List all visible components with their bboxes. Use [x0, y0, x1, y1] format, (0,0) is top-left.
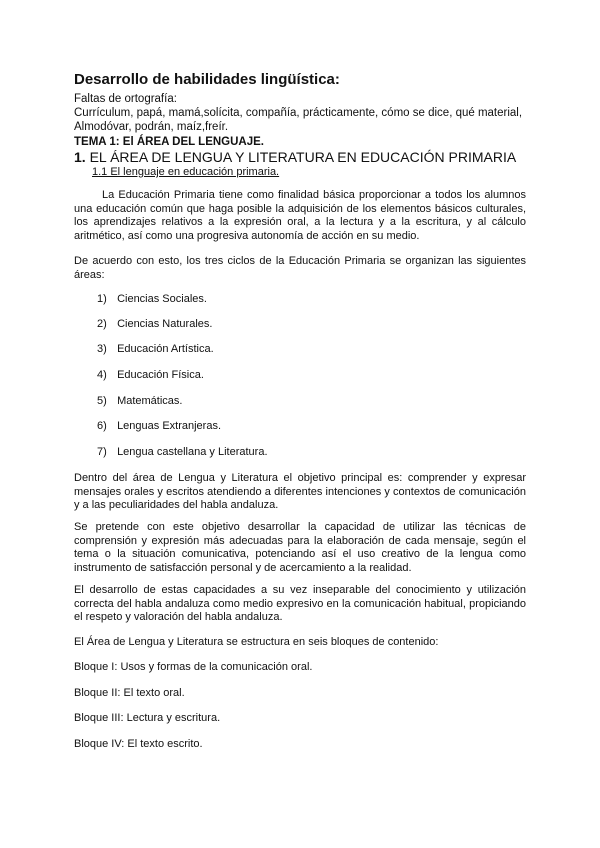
document-title: Desarrollo de habilidades lingüística: [74, 71, 340, 88]
list-item-number: 5) [97, 395, 107, 407]
list-item-label: Educación Física. [117, 369, 204, 381]
spelling-line-1: Currículum, papá, mamá,solícita, compañía, prácticamente, cómo se dice, qué material, [74, 107, 523, 119]
list-item-number: 7) [97, 446, 107, 458]
topic-heading: TEMA 1: El ÁREA DEL LENGUAJE. [74, 136, 264, 148]
list-item-number: 3) [97, 343, 107, 355]
list-item [97, 369, 204, 381]
content-block-2: Bloque II: El texto oral. [74, 687, 185, 699]
paragraph-5: El desarrollo de estas capacidades a su vez inseparable del conocimiento y utilización correcta del habla andaluza como medio expresivo en la comunicación habitual, propiciando el respeto y valoración del habla andaluza. [74, 584, 526, 623]
section-number: 1. [74, 149, 86, 165]
list-item-number: 1) [97, 293, 107, 305]
list-item-label: Educación Artística. [117, 343, 214, 355]
content-block-4: Bloque IV: El texto escrito. [74, 738, 203, 750]
list-item [97, 293, 207, 305]
list-item-label: Lenguas Extranjeras. [117, 420, 222, 432]
paragraph-6: El Área de Lengua y Literatura se estructura en seis bloques de contenido: [74, 636, 439, 648]
list-item [97, 395, 182, 407]
list-item [97, 446, 268, 458]
list-item-number: 6) [97, 420, 107, 432]
paragraph-2: De acuerdo con esto, los tres ciclos de la Educación Primaria se organizan las siguientes áreas: [74, 255, 526, 281]
paragraph-1: La Educación Primaria tiene como finalidad básica proporcionar a todos los alumnos una educación común que haga posible la adquisición de los elementos básicos culturales, los aprendizajes relativos a la expresión oral, a la lectura y a la escritura, y al cálculo aritmético, así como una progresiva autonomía de acción en su medio. [74, 189, 526, 242]
paragraph-4: Se pretende con este objetivo desarrollar la capacidad de utilizar las técnicas de comprensión y expresión más adecuadas para la elaboración de cada mensaje, según el tema o la situación comunicativa, potenciando así el uso creativo de la lengua como instrumento de satisfacción personal y de acercamiento a la realidad. [74, 521, 526, 574]
spelling-line-2: Almodóvar, podrán, maíz,freír. [74, 121, 229, 133]
list-item [97, 420, 221, 432]
subsection-heading: 1.1 El lenguaje en educación primaria. [92, 166, 280, 178]
list-item-label: Ciencias Naturales. [117, 318, 213, 330]
list-item-number: 2) [97, 318, 107, 330]
list-item-label: Matemáticas. [117, 395, 183, 407]
content-block-1: Bloque I: Usos y formas de la comunicación oral. [74, 661, 313, 673]
list-item [97, 343, 214, 355]
spelling-label: Faltas de ortografía: [74, 93, 177, 105]
section-heading [74, 149, 516, 165]
section-title: EL ÁREA DE LENGUA Y LITERATURA EN EDUCACIÓN PRIMARIA [89, 149, 517, 165]
list-item-label: Ciencias Sociales. [117, 293, 207, 305]
list-item [97, 318, 212, 330]
paragraph-3: Dentro del área de Lengua y Literatura el objetivo principal es: comprender y expresar mensajes orales y escritos atendiendo a diferentes intenciones y contextos de comunicación y a las peculiaridades del habla andaluza. [74, 472, 526, 511]
content-block-3: Bloque III: Lectura y escritura. [74, 712, 221, 724]
list-item-label: Lengua castellana y Literatura. [117, 446, 268, 458]
list-item-number: 4) [97, 369, 107, 381]
